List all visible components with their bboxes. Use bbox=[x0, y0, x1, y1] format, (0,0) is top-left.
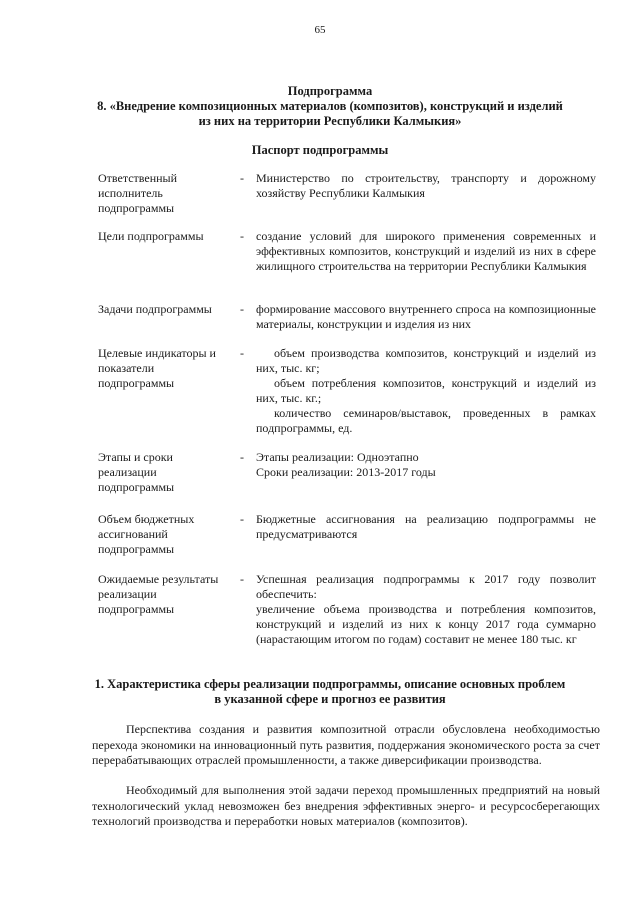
row-value-text: Министерство по строительству, транспорту и дорожному хозяйству Республики Калмыкия bbox=[256, 171, 596, 200]
section-heading-line-1: 1. Характеристика сферы реализации подпрограммы, описание основных проблем bbox=[94, 677, 566, 691]
section-heading-line-2: в указанной сфере и прогноз ее развития bbox=[214, 692, 446, 706]
paragraph-text: Необходимый для выполнения этой задачи переход промышленных предприятий на новый технологический уклад невозможен без внедрения эффективных энерго- и ресурсосберегающих технологий производства и переработки новых материалов (композитов). bbox=[92, 783, 600, 828]
row-dash: - bbox=[240, 450, 244, 464]
row-label: Ожидаемые результаты реализации подпрограммы bbox=[98, 572, 219, 616]
title-line-3: из них на территории Республики Калмыкия» bbox=[198, 114, 462, 128]
row-value-text: увеличение объема производства и потребления композитов, конструкций и изделий из них к концу 2017 года суммарно (нарастающим итогом по годам) составит не менее 180 тыс. кг bbox=[256, 602, 596, 646]
title-line-1: Подпрограмма bbox=[287, 84, 373, 98]
page-number: 65 bbox=[314, 24, 326, 36]
row-label: Объем бюджетных ассигнований подпрограммы bbox=[98, 512, 195, 556]
paragraph-text: Перспектива создания и развития композитной отрасли обусловлена необходимостью перехода экономики на инновационный путь развития, поддержания экономического роста за счет перерабатывающих отраслей промышленности, а также диверсификации производства. bbox=[92, 722, 600, 767]
row-label: Ответственный исполнитель подпрограммы bbox=[98, 171, 178, 215]
row-value-text: создание условий для широкого применения современных и эффективных композитов, конструкций и изделий из них в сфере жилищного строительства на территории Республики Калмыкия bbox=[256, 229, 596, 273]
row-dash: - bbox=[240, 229, 244, 243]
row-dash: - bbox=[240, 171, 244, 185]
row-value bbox=[256, 302, 596, 332]
row-value-text: объем производства композитов, конструкций и изделий из них, тыс. кг; bbox=[256, 346, 596, 375]
row-label: Задачи подпрограммы bbox=[98, 302, 212, 316]
row-value-text: Бюджетные ассигнования на реализацию подпрограммы не предусматриваются bbox=[256, 512, 596, 541]
row-value bbox=[256, 171, 596, 201]
row-value bbox=[256, 512, 596, 542]
section-heading bbox=[70, 677, 590, 707]
subprogram-title bbox=[70, 84, 590, 129]
row-value-text: Этапы реализации: Одноэтапно bbox=[256, 450, 419, 464]
row-value-text: формирование массового внутреннего спроса на композиционные материалы, конструкции и изделия из них bbox=[256, 302, 596, 331]
row-dash: - bbox=[240, 302, 244, 316]
passport-heading: Паспорт подпрограммы bbox=[251, 143, 389, 157]
row-value bbox=[256, 572, 596, 647]
body-paragraph bbox=[92, 722, 600, 769]
row-dash: - bbox=[240, 346, 244, 360]
body-paragraph bbox=[92, 783, 600, 830]
row-label: Этапы и сроки реализации подпрограммы bbox=[98, 450, 175, 494]
row-value-text: объем потребления композитов, конструкций и изделий из них, тыс. кг.; bbox=[256, 376, 596, 405]
row-value-text: Сроки реализации: 2013-2017 годы bbox=[256, 465, 436, 479]
row-value bbox=[256, 450, 596, 480]
row-value bbox=[256, 229, 596, 274]
row-value-text: количество семинаров/выставок, проведенных в рамках подпрограммы, ед. bbox=[256, 406, 596, 435]
row-value-text: Успешная реализация подпрограммы к 2017 году позволит обеспечить: bbox=[256, 572, 596, 601]
row-dash: - bbox=[240, 512, 244, 526]
row-value bbox=[256, 346, 596, 436]
row-dash: - bbox=[240, 572, 244, 586]
row-label: Целевые индикаторы и показатели подпрограммы bbox=[98, 346, 216, 390]
row-label: Цели подпрограммы bbox=[98, 229, 204, 243]
title-line-2: 8. «Внедрение композиционных материалов (композитов), конструкций и изделий bbox=[97, 99, 563, 113]
